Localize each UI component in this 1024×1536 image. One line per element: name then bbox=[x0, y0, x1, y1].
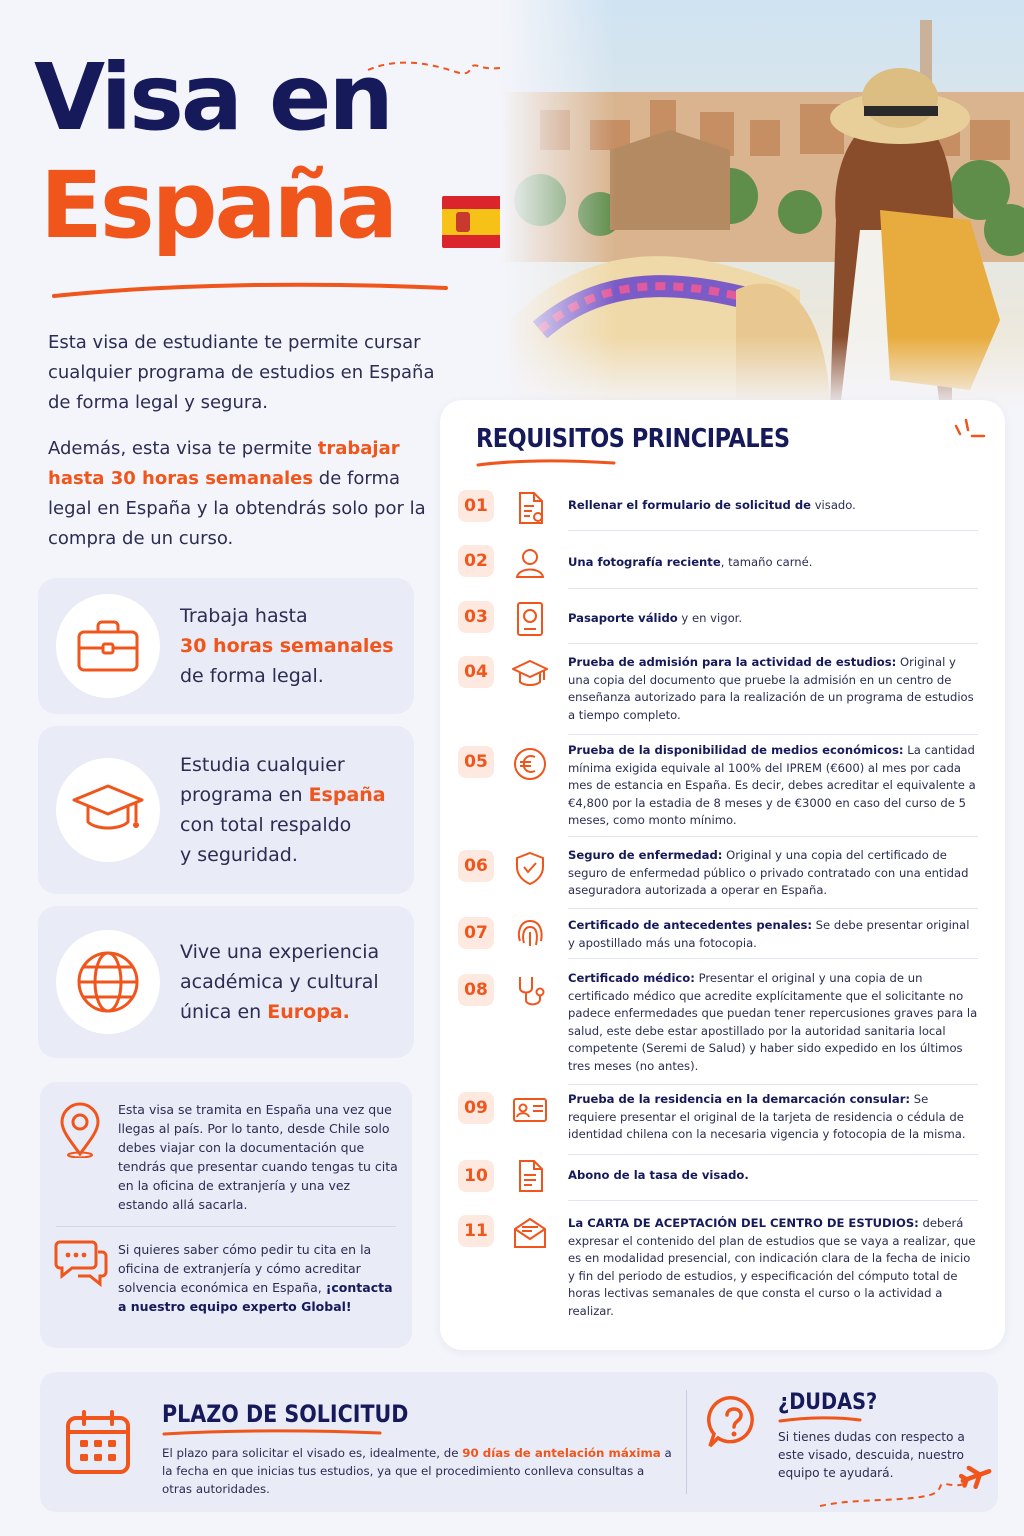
briefcase-icon bbox=[76, 618, 140, 674]
person-icon bbox=[512, 545, 548, 581]
requirements-underline bbox=[476, 458, 616, 468]
letter-icon bbox=[512, 1215, 548, 1251]
info-text-2: Si quieres saber cómo pedir tu cita en la oficina de extranjería y cómo acreditar solvencia económica en España, ¡contacta a nuestro equipo experto Global! bbox=[118, 1242, 393, 1314]
euro-icon bbox=[512, 746, 548, 782]
feature-2-line-2: programa en España bbox=[180, 784, 386, 806]
hero-photo bbox=[500, 0, 1024, 410]
feature-3-line-3: única en Europa. bbox=[180, 1001, 350, 1023]
document-icon bbox=[512, 1158, 548, 1194]
chat-bubble-icon bbox=[54, 1234, 110, 1288]
feature-2-line-3: con total respaldo bbox=[180, 814, 352, 836]
globe-icon bbox=[75, 949, 141, 1015]
work-hours-highlight: trabajar hasta 30 horas semanales bbox=[48, 438, 400, 489]
feature-1-line-1: Trabaja hasta bbox=[180, 605, 308, 627]
form-icon bbox=[512, 490, 548, 526]
title-line-1: Visa en bbox=[34, 44, 391, 151]
requirements-title: REQUISITOS PRINCIPALES bbox=[476, 424, 790, 454]
burst-icon bbox=[952, 418, 988, 454]
dudas-underline bbox=[778, 1416, 862, 1424]
graduation-cap-icon bbox=[512, 656, 548, 692]
plazo-title: PLAZO DE SOLICITUD bbox=[162, 1400, 409, 1428]
feature-1-highlight: 30 horas semanales bbox=[180, 635, 394, 657]
divider bbox=[686, 1390, 687, 1494]
plazo-text: El plazo para solicitar el visado es, idealmente, de 90 días de antelación máxima a la fecha en que inicias tus estudios, ya que el procedimiento conlleva consultas a otras autoridades. bbox=[162, 1446, 672, 1496]
feature-2-line-4: y seguridad. bbox=[180, 844, 298, 866]
title-line-2: España bbox=[40, 152, 396, 259]
shield-icon bbox=[512, 850, 548, 886]
feature-1-line-3: de forma legal. bbox=[180, 665, 324, 687]
intro-paragraph-2: Además, esta visa te permite trabajar hasta 30 horas semanales de forma legal en España y la obtendrás solo por la compra de un curso. bbox=[48, 438, 426, 549]
plazo-underline bbox=[162, 1428, 382, 1438]
passport-icon bbox=[512, 601, 548, 637]
dudas-text: Si tienes dudas con respecto a este visado, descuida, nuestro equipo te ayudará. bbox=[778, 1430, 965, 1480]
title-underline bbox=[50, 280, 450, 302]
intro-paragraph-1: Esta visa de estudiante te permite cursar cualquier programa de estudios en España de forma legal y segura. bbox=[48, 332, 435, 413]
feature-3-line-2: académica y cultural bbox=[180, 971, 379, 993]
airplane-icon bbox=[816, 1462, 996, 1512]
graduation-cap-icon bbox=[72, 780, 144, 840]
location-pin-icon bbox=[58, 1102, 102, 1158]
question-bubble-icon bbox=[706, 1394, 762, 1450]
contact-cta[interactable]: ¡contacta a nuestro equipo experto Global! bbox=[118, 1280, 393, 1314]
requirements-panel: REQUISITOS PRINCIPALES 01 Rellenar el formulario de solicitud de visado. 02 Una fotografía reciente, tamaño carné. 03 Pasaporte válido y en vigor. 04 Prueba de admisión para la actividad de estudios: Original y una copia del documento que pruebe la admisión en un centro de enseñanza autorizado para la realización de un programa de estudios a tiempo completo. 05 Prueba de la disponibilidad de medios económicos: La cantidad mínima exigida equivale al 100% del IPREM (€600) al mes por cada mes de estancia en España. Es decir, debes acreditar el equivalente a €4,800 por la estadia de 8 meses y de €3000 en caso del curso de 5 meses, como monto mínimo. 06 Seguro de enfermedad: Original y una copia del certificado de seguro de enfermedad público o privado contratado con una entidad aseguradora autorizada a operar en España. 07 Certificado de antecedentes penales: Se debe presentar original y apostillado más una fotocopia. 08 Certificado médico: Presentar el original y una copia de un certificado médico que acredite explícitamente que el solicitante no padece enfermedades que puedan tener repercusiones graves para la salud, este debe estar apostillado por la autoridad sanitaria local competente (Seremi de Salud) y haber sido expedido en los últimos tres meses (no antes). 09 Prueba de la residencia en la demarcación consular: Se requiere presentar el original de la tarjeta de residencia o cédula de identidad chilena con la necesaria vigencia y fotocopia de la misma. 10 Abono de la tasa de visado. 11 La CARTA DE ACEPTACIÓN DEL CENTRO DE ESTUDIOS: deberá expresar el contenido del plan de estudios que se vaya a realizar, que es en modalidad presencial, con indicación clara de la fecha de inicio y fin del periodo de estudios, y especificación del cómputo total de horas lectivas semanales de que consta el curso o la actividad a realizar. bbox=[440, 400, 1005, 1350]
feature-2-line-1: Estudia cualquier bbox=[180, 754, 345, 776]
dudas-title: ¿DUDAS? bbox=[778, 1390, 878, 1415]
calendar-icon bbox=[64, 1408, 132, 1476]
info-box bbox=[40, 1082, 412, 1348]
feature-3-line-1: Vive una experiencia bbox=[180, 941, 380, 963]
id-card-icon bbox=[512, 1092, 548, 1128]
info-text-1: Esta visa se tramita en España una vez que llegas al país. Por lo tanto, desde Chile solo debes viajar con la documentación que tendrás que presentar cuando tengas tu cita en la oficina de extranjería y una vez estando allá sacarla. bbox=[118, 1102, 398, 1212]
stethoscope-icon bbox=[512, 974, 548, 1010]
fingerprint-icon bbox=[512, 915, 548, 951]
bottom-bar bbox=[40, 1372, 998, 1512]
divider bbox=[56, 1226, 396, 1227]
feature-card-work bbox=[38, 578, 414, 714]
feature-card-study bbox=[38, 726, 414, 894]
feature-card-experience bbox=[38, 906, 414, 1058]
